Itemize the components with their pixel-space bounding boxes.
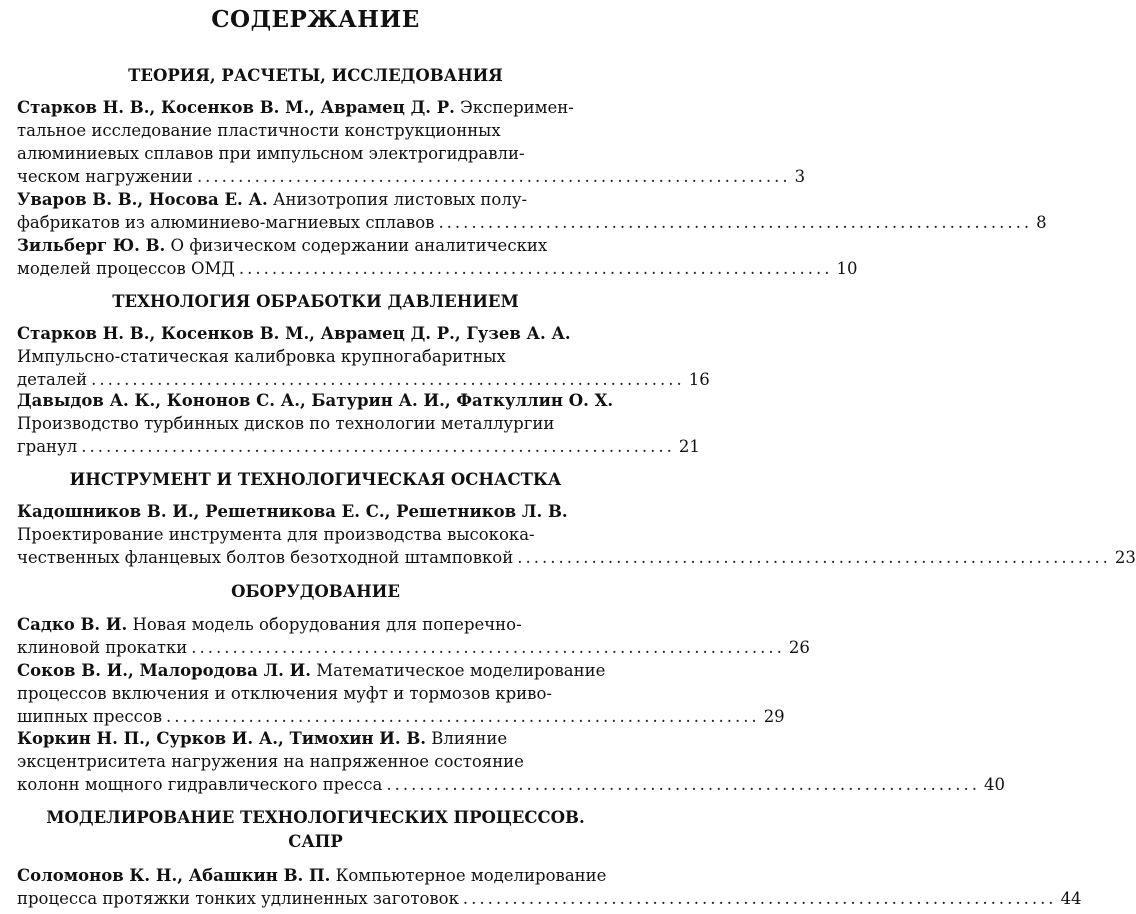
entry-authors: Старков Н. В., Косенков В. М., Аврамец Д. Р., Гузев А. А. (17, 324, 571, 343)
dot-leader: ........................................................................ (386, 775, 981, 794)
toc-entry[interactable] (17, 500, 1136, 569)
entry-title-line: клиновой прокатки (17, 638, 188, 657)
entry-title-line: Проектирование инструмента для производства высокока- (17, 525, 535, 544)
dot-leader: ........................................................................ (166, 707, 760, 726)
entry-title-line: деталей (17, 370, 88, 389)
entry-authors: Уваров В. В., Носова Е. А. (17, 190, 268, 209)
section-title-theory: ТЕОРИЯ, РАСЧЕТЫ, ИССЛЕДОВАНИЯ (128, 66, 503, 85)
entry-title-line: моделей процессов ОМД (17, 259, 235, 278)
entry-title-line: Математическое моделирование (310, 661, 606, 680)
entry-title-line: О физическом содержании аналитических (165, 236, 548, 255)
dot-leader: ........................................................................ (238, 259, 833, 278)
toc-entry[interactable] (17, 234, 858, 280)
entry-title-line: Новая модель оборудования для поперечно- (127, 615, 522, 634)
entry-title-line: колонн мощного гидравлического пресса (17, 775, 383, 794)
entry-title-line: тальное исследование пластичности конструкционных (17, 121, 501, 140)
page-number: 8 (1036, 213, 1047, 232)
page-number: 23 (1114, 548, 1136, 567)
toc-entry[interactable] (17, 188, 1047, 234)
page-number: 29 (763, 707, 785, 726)
entry-title-line: ческом нагружении (17, 167, 193, 186)
entry-title-line: шипных прессов (17, 707, 163, 726)
dot-leader: ........................................................................ (191, 638, 785, 657)
section-title-tooling: ИНСТРУМЕНТ И ТЕХНОЛОГИЧЕСКАЯ ОСНАСТКА (69, 470, 562, 489)
dot-leader: ........................................................................ (196, 167, 791, 186)
page-number: 44 (1060, 889, 1082, 908)
toc-entry[interactable] (17, 613, 810, 659)
page-number: 21 (678, 437, 700, 456)
toc-entry[interactable] (17, 727, 1006, 796)
page-number: 16 (688, 370, 710, 389)
toc-entry[interactable] (17, 659, 785, 728)
section-title-equipment: ОБОРУДОВАНИЕ (231, 582, 400, 601)
entry-title-line: Эксперимен- (454, 98, 574, 117)
section-title-modeling (10, 806, 621, 854)
entry-authors: Коркин Н. П., Сурков И. А., Тимохин И. В. (17, 729, 427, 748)
dot-leader: ........................................................................ (91, 370, 685, 389)
page-number: 26 (788, 638, 810, 657)
entry-title-line: Анизотропия листовых полу- (267, 190, 528, 209)
entry-authors: Давыдов А. К., Кононов С. А., Батурин А. И., Фаткуллин О. Х. (17, 391, 614, 410)
entry-authors: Соломонов К. Н., Абашкин В. П. (17, 866, 331, 885)
entry-authors: Старков Н. В., Косенков В. М., Аврамец Д. Р. (17, 98, 455, 117)
page-number: 10 (836, 259, 858, 278)
entry-title-line: эксцентриситета нагружения на напряженное состояние (17, 752, 524, 771)
entry-title-line: чественных фланцевых болтов безотходной штамповкой (17, 548, 514, 567)
entry-title-line: Импульсно-статическая калибровка крупногабаритных (17, 347, 506, 366)
entry-title-line: Производство турбинных дисков по технологии металлургии (17, 414, 555, 433)
entry-authors: Зильберг Ю. В. (17, 236, 166, 255)
dot-leader: ........................................................................ (517, 548, 1111, 567)
dot-leader: ........................................................................ (462, 889, 1057, 908)
entry-title-line: гранул (17, 437, 78, 456)
entry-title-line: процессов включения и отключения муфт и тормозов криво- (17, 684, 552, 703)
entry-authors: Кадошников В. И., Решетникова Е. С., Решетников Л. В. (17, 502, 568, 521)
section-title-line: САПР (288, 832, 343, 851)
entry-title-line: Влияние (426, 729, 508, 748)
dot-leader: ........................................................................ (438, 213, 1033, 232)
toc-entry[interactable] (17, 96, 806, 188)
entry-authors: Садко В. И. (17, 615, 128, 634)
section-title-pressure: ТЕХНОЛОГИЯ ОБРАБОТКИ ДАВЛЕНИЕМ (112, 292, 519, 311)
toc-entry[interactable] (17, 322, 710, 391)
page-number: 3 (794, 167, 806, 186)
entry-title-line: фабрикатов из алюминиево-магниевых сплавов (17, 213, 435, 232)
entry-authors: Соков В. И., Малородова Л. И. (17, 661, 311, 680)
page-title: СОДЕРЖАНИЕ (211, 6, 420, 33)
dot-leader: ........................................................................ (81, 437, 675, 456)
section-title-line: МОДЕЛИРОВАНИЕ ТЕХНОЛОГИЧЕСКИХ ПРОЦЕССОВ. (46, 808, 585, 827)
entry-title-line: процесса протяжки тонких удлиненных заготовок (17, 889, 459, 908)
page-number: 40 (984, 775, 1006, 794)
toc-entry[interactable] (17, 389, 700, 458)
entry-title-line: алюминиевых сплавов при импульсном электрогидравли- (17, 144, 525, 163)
toc-entry[interactable] (17, 864, 1082, 910)
entry-title-line: Компьютерное моделирование (330, 866, 607, 885)
